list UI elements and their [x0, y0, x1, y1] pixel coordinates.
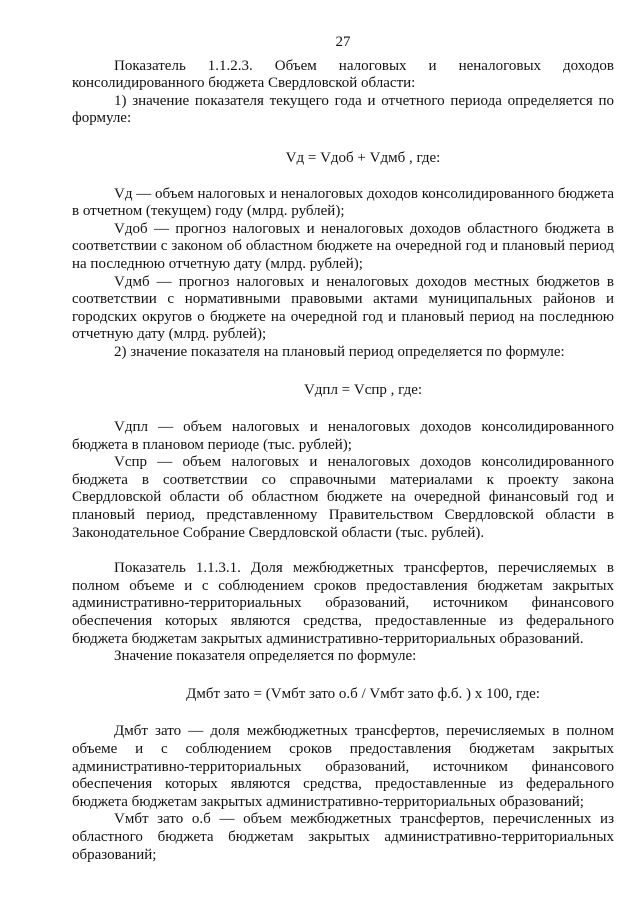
page-number: 27	[335, 34, 351, 50]
definition-vmbt-ob: Vмбт зато о.б — объем межбюджетных трансфертов, перечисленных из областного бюджета бюджетам закрытых административно-территориальных образований;	[72, 811, 614, 863]
formula-vdpl: Vдпл = Vспр , где:	[303, 381, 423, 398]
document-page	[72, 34, 614, 864]
section2-heading: Показатель 1.1.3.1. Доля межбюджетных трансфертов, перечисляемых в полном объеме и с соблюдением сроков предоставления бюджетам закрытых административно-территориальных образований, источником финансового обеспечения которых являются средства, предоставленные из федерального бюджета бюджетам закрытых административно-территориальных образований.	[72, 560, 614, 647]
section-gap	[72, 542, 614, 560]
definition-vspr: Vспр — объем налоговых и неналоговых доходов консолидированного бюджета в соответствии со справочными материалами к проекту закона Свердловской области об областном бюджете на очередной финансовый год и плановый период, представленному Правительством Свердловской области в Законодательное Собрание Свердловской области (тыс. рублей).	[72, 454, 614, 541]
definition-vd: Vд — объем налоговых и неналоговых доходов консолидированного бюджета в отчетном (текущем) году (млрд. рублей);	[72, 185, 614, 220]
section1-heading: Показатель 1.1.2.3. Объем налоговых и неналоговых доходов консолидированного бюджета Свердловской области:	[72, 57, 614, 92]
section1-item1-intro: 1) значение показателя текущего года и отчетного периода определяется по формуле:	[72, 92, 614, 127]
formula-vd: Vд = Vдоб + Vдмб , где:	[285, 149, 441, 166]
definition-vdob: Vдоб — прогноз налоговых и неналоговых доходов областного бюджета в соответствии с законом об областном бюджете на очередной год и плановый период на последнюю отчетную дату (млрд. рублей);	[72, 220, 614, 272]
section1-item2-intro: 2) значение показателя на плановый период определяется по формуле:	[114, 343, 565, 360]
definition-vdmb: Vдмб — прогноз налоговых и неналоговых доходов местных бюджетов в соответствии с нормативными правовыми актами муниципальных районов и городских округов о бюджете на очередной год и плановый период на последнюю отчетную дату (млрд. рублей);	[72, 273, 614, 343]
section2-intro: Значение показателя определяется по формуле:	[114, 648, 417, 665]
definition-dmbt: Дмбт зато — доля межбюджетных трансфертов, перечисляемых в полном объеме и с соблюдением сроков предоставления бюджетам закрытых административно-территориальных образований, источником финансового обеспечения которых являются средства, предоставленные из федерального бюджета бюджетам закрытых административно-территориальных образований;	[72, 723, 614, 810]
formula-dmbt: Дмбт зато = (Vмбт зато о.б / Vмбт зато ф.б. ) x 100, где:	[186, 685, 540, 702]
definition-vdpl: Vдпл — объем налоговых и неналоговых доходов консолидированного бюджета в плановом периоде (тыс. рублей);	[72, 419, 614, 453]
